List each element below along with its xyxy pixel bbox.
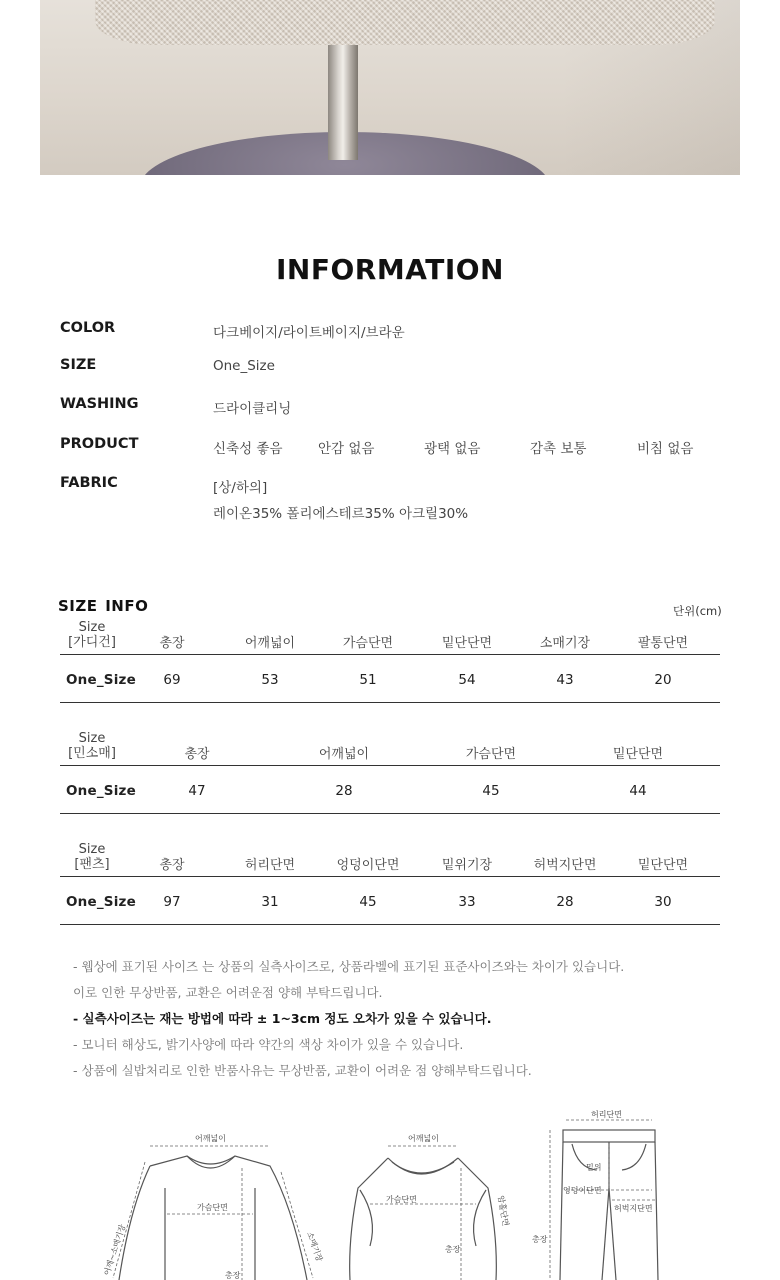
size-header [60,842,124,872]
column-header: 가슴단면 [342,636,394,651]
product-attribute: 신축성 좋음 [213,441,283,457]
info-label: PRODUCT [60,436,139,452]
waist-label: 허리단면 [591,1110,622,1119]
cardigan-measure-diagram [95,1128,335,1280]
table-cell: 28 [556,894,574,910]
sleeveless-measure-diagram [340,1128,520,1280]
info-value: 드라이클리닝 [213,401,292,417]
table-cell: 43 [556,672,574,688]
info-label: FABRIC [60,475,118,491]
product-attribute: 광택 없음 [424,441,481,457]
fabric-line: [상/하의] [213,480,268,496]
size-label: Size [78,842,106,857]
type-label: [팬츠] [74,857,110,872]
column-header: 총장 [159,858,185,873]
column-header: 엉덩이단면 [336,858,400,873]
note-line: - 웹상에 표기된 사이즈 는 상품의 실측사이즈로, 상품라벨에 표기된 표준사이즈와는 차이가 있습니다. [73,959,625,974]
info-row-size [60,357,720,381]
column-header: 밑단단면 [637,858,689,873]
thigh-label: 허벅지단면 [614,1204,653,1213]
product-photo [40,0,740,175]
table-header [60,730,720,766]
table-cell: 44 [629,783,647,799]
chest-label: 가슴단면 [386,1195,417,1204]
table-row [60,766,720,814]
sleeve-label: 소매기장 [305,1230,325,1263]
table-cell: 54 [458,672,476,688]
row-name: One_Size [66,783,136,799]
table-cell: 33 [458,894,476,910]
armhole-label: 어깨~소매기장 [102,1223,128,1277]
fabric-line: 레이온35% 폴리에스테르35% 아크릴30% [213,506,469,522]
table-cell: 69 [163,672,181,688]
column-header: 어깨넓이 [318,747,370,762]
table-cell: 53 [261,672,279,688]
length-label: 총장 [445,1245,461,1254]
hip-label: 엉덩이단면 [563,1186,602,1195]
size-label: Size [78,731,106,746]
table-header [60,841,720,877]
knit-garment [95,0,715,45]
table-cell: 31 [261,894,279,910]
table-row [60,655,720,703]
column-header: 총장 [184,747,210,762]
column-header: 가슴단면 [465,747,517,762]
size-header [60,620,124,650]
column-header: 어깨넓이 [244,636,296,651]
table-cell: 97 [163,894,181,910]
table-cell: 20 [654,672,672,688]
info-row-fabric [60,475,720,525]
table-row [60,877,720,925]
shoulder-label: 어깨넓이 [195,1134,226,1143]
chest-label: 가슴단면 [197,1203,228,1212]
armhole-label: 암홀단면 [496,1194,511,1227]
column-header: 밑단단면 [441,636,493,651]
column-header: 허벅지단면 [533,858,597,873]
info-row-washing [60,396,720,420]
type-label: [가디건] [68,635,116,650]
unit-label: 단위(cm) [673,604,722,618]
table-cell: 51 [359,672,377,688]
table-cell: 30 [654,894,672,910]
info-value: One_Size [213,358,275,374]
length-label: 총장 [225,1271,241,1280]
note-line: - 상품에 실밥처리로 인한 반품사유는 무상반품, 교환이 어려운 점 양해부탁드립니다. [73,1063,532,1078]
table-cell: 47 [188,783,206,799]
pants-measure-diagram [528,1108,678,1280]
table-cell: 45 [359,894,377,910]
product-attribute: 감촉 보통 [530,441,587,457]
column-header: 팔통단면 [637,636,689,651]
table-cell: 28 [335,783,353,799]
product-attribute: 비침 없음 [637,441,694,457]
column-header: 밑단단면 [612,747,664,762]
column-header: 소매기장 [539,636,591,651]
shoulder-label: 어깨넓이 [408,1134,439,1143]
information-title: INFORMATION [276,253,504,286]
row-name: One_Size [66,672,136,688]
info-row-product [60,436,720,460]
product-attribute: 안감 없음 [318,441,375,457]
type-label: [민소매] [68,746,116,761]
column-header: 총장 [159,636,185,651]
column-header: 밑위기장 [441,858,493,873]
rise-label: 밑위 [586,1163,602,1172]
note-line: - 모니터 해상도, 밝기사양에 따라 약간의 색상 차이가 있을 수 있습니다. [73,1037,464,1052]
table-cell: 45 [482,783,500,799]
info-label: WASHING [60,396,139,412]
note-line: 이로 인한 무상반품, 교환은 어려운점 양해 부탁드립니다. [73,985,383,1000]
info-label: SIZE [60,357,97,373]
length-label: 총장 [532,1235,548,1244]
info-label: COLOR [60,320,116,336]
info-value: 다크베이지/라이트베이지/브라운 [213,325,405,341]
size-label: Size [78,620,106,635]
note-line-emphasis: - 실측사이즈는 재는 방법에 따라 ± 1~3cm 정도 오차가 있을 수 있습니다. [73,1011,492,1026]
size-info-title: SIZE INFO [58,597,149,615]
column-header: 허리단면 [244,858,296,873]
size-header [60,731,124,761]
table-header [60,619,720,655]
row-name: One_Size [66,894,136,910]
info-row-color [60,320,720,344]
